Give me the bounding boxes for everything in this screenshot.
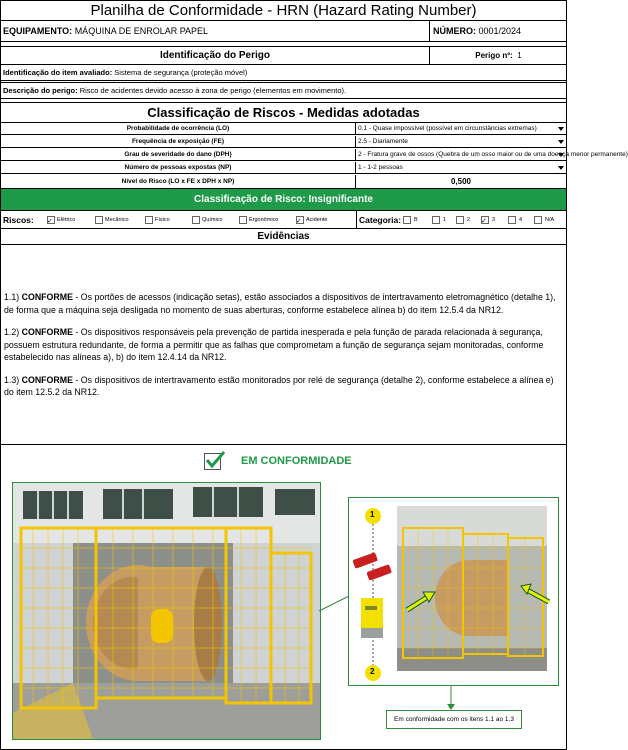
category-2-label: 2 <box>467 217 471 223</box>
category-4-checkbox[interactable] <box>508 216 516 224</box>
detail-1-number: 1 <box>370 510 375 519</box>
evaluated-item-value[interactable]: Sistema de segurança (proteção móvel) <box>114 68 248 77</box>
risk-quimico-label: Químico <box>202 217 223 223</box>
risk-mecanico-checkbox[interactable] <box>95 216 103 224</box>
people-label: Número de pessoas expostas (NP) <box>1 162 356 174</box>
evidence-text-1: - Os portões de acessos (indicação setas), estão associados a dispositivos de intertravamento eletromagnético (detalhe 1), de forma que a máquina seja desligada no momento de suas aberturas, conforme estabelece alínea b) do item 12.5.4 da NR12. <box>4 292 556 315</box>
detail-2-number: 2 <box>370 667 375 676</box>
category-label: Categoria: <box>359 215 402 225</box>
sheet-title: Planilha de Conformidade - HRN (Hazard Rating Number) <box>1 1 566 21</box>
evaluated-item-row <box>1 65 566 81</box>
status-label: CONFORME <box>21 327 73 337</box>
evaluated-item-label: Identificação do item avaliado: <box>3 68 113 77</box>
people-select[interactable]: 1 - 1-2 pessoas <box>358 164 403 171</box>
category-na-checkbox[interactable] <box>534 216 542 224</box>
item-number: 1.3) <box>4 374 20 385</box>
risk-level-value: 0,500 <box>450 177 472 186</box>
probability-label: Probabilidade de ocorrência (LO) <box>1 123 356 135</box>
severity-label: Grau de severidade do dano (DPH) <box>1 149 356 161</box>
probability-select[interactable]: 0.1 - Quase impossível (possível em circunstâncias extremas) <box>358 125 537 132</box>
machine-photo <box>12 482 321 740</box>
equipment-field <box>3 21 208 42</box>
category-b-label: B <box>414 217 418 223</box>
risk-ergonomico-label: Ergonômico <box>249 217 279 223</box>
severity-row <box>1 149 628 161</box>
number-field <box>429 21 521 42</box>
category-1-checkbox[interactable] <box>432 216 440 224</box>
divider <box>356 211 357 229</box>
conformity-row <box>1 445 566 477</box>
severity-select[interactable]: 2 - Fratura grave de ossos (Quebra de um osso maior ou de uma doença menor permanente) <box>358 151 628 158</box>
identification-header <box>1 47 566 65</box>
hazard-number-field <box>429 47 567 65</box>
hazard-number-value[interactable]: 1 <box>517 51 522 60</box>
category-2-checkbox[interactable] <box>456 216 464 224</box>
status-label: CONFORME <box>21 374 73 385</box>
chevron-down-icon[interactable] <box>558 153 564 157</box>
people-row <box>1 162 566 174</box>
hazard-description-row <box>1 83 566 99</box>
number-label: NÚMERO: <box>433 26 476 36</box>
category-1-label: 1 <box>443 217 447 223</box>
risk-fisico-checkbox[interactable] <box>145 216 153 224</box>
chevron-down-icon[interactable] <box>558 166 564 170</box>
hazard-number-label: Perigo nº: <box>475 51 513 60</box>
evidence-paragraph <box>4 291 560 316</box>
classification-heading: Classificação de Riscos - Medidas adotadas <box>1 103 566 123</box>
checkmark-icon[interactable] <box>204 453 221 470</box>
evidence-heading: Evidências <box>1 229 566 245</box>
probability-row <box>1 123 566 135</box>
risk-eletrico-label: Elétrico <box>57 217 76 223</box>
category-3-label: 3 <box>492 217 496 223</box>
item-number: 1.2) <box>4 327 20 337</box>
risk-mecanico-label: Mecânico <box>105 217 129 223</box>
identification-heading: Identificação do Perigo <box>159 50 271 61</box>
risk-ergonomico-checkbox[interactable] <box>239 216 247 224</box>
equipment-row <box>1 21 566 42</box>
evidence-paragraph <box>4 326 560 364</box>
category-4-label: 4 <box>519 217 523 223</box>
evidence-text <box>1 245 566 445</box>
caption-arrow-icon <box>441 684 461 712</box>
risk-acidente-label: Acidente <box>306 217 328 223</box>
risk-classification-banner: Classificação de Risco: Insignificante <box>1 189 566 211</box>
risk-eletrico-checkbox[interactable] <box>47 216 55 224</box>
category-na-label: N/A <box>545 217 555 223</box>
risk-quimico-checkbox[interactable] <box>192 216 200 224</box>
risks-row <box>1 211 566 229</box>
risk-level-label: Nível do Risco (LO x FE x DPH x NP) <box>1 175 356 189</box>
hazard-description-label: Descrição do perigo: <box>3 86 78 95</box>
evidence-text-3: - Os dispositivos de intertravamento estão monitorados por relé de segurança (detalhe 2), conforme estabelece a alínea e) do item 12.5.2 da NR12. <box>4 374 554 397</box>
equipment-value[interactable]: MÁQUINA DE ENROLAR PAPEL <box>74 26 209 36</box>
chevron-down-icon[interactable] <box>558 127 564 131</box>
risk-level-row <box>1 175 566 189</box>
conformity-status: EM CONFORMIDADE <box>241 455 352 467</box>
equipment-label: EQUIPAMENTO: <box>3 26 73 36</box>
evidence-paragraph <box>4 374 560 399</box>
risk-fisico-label: Físico <box>155 217 170 223</box>
evidence-text-2: - Os dispositivos responsáveis pela prevenção de partida inesperada e pela função de parada relacionada à segurança, possuem estrutura redundante, de forma a permitir que as falhas que comprometam a função de segurança sejam monitoradas, conforme estabelecido nas alíneas a), b) do item 12.4.14 da NR12. <box>4 327 544 362</box>
hazard-description-value[interactable]: Risco de acidentes devido acesso à zona de perigo (elementos em movimento). <box>79 86 347 95</box>
status-label: CONFORME <box>21 292 73 302</box>
frequency-select[interactable]: 2.5 - Diariamente <box>358 138 408 145</box>
frequency-label: Frequência de exposição (FE) <box>1 136 356 148</box>
frequency-row <box>1 136 566 148</box>
item-number: 1.1) <box>4 292 20 302</box>
number-value[interactable]: 0001/2024 <box>478 26 522 36</box>
risks-label: Riscos: <box>3 215 34 225</box>
chevron-down-icon[interactable] <box>558 140 564 144</box>
risk-acidente-checkbox[interactable] <box>296 216 304 224</box>
category-3-checkbox[interactable] <box>481 216 489 224</box>
category-b-checkbox[interactable] <box>403 216 411 224</box>
conformity-caption: Em conformidade com os itens 1.1 ao 1.3 <box>386 710 522 729</box>
detail-panel <box>348 497 559 686</box>
